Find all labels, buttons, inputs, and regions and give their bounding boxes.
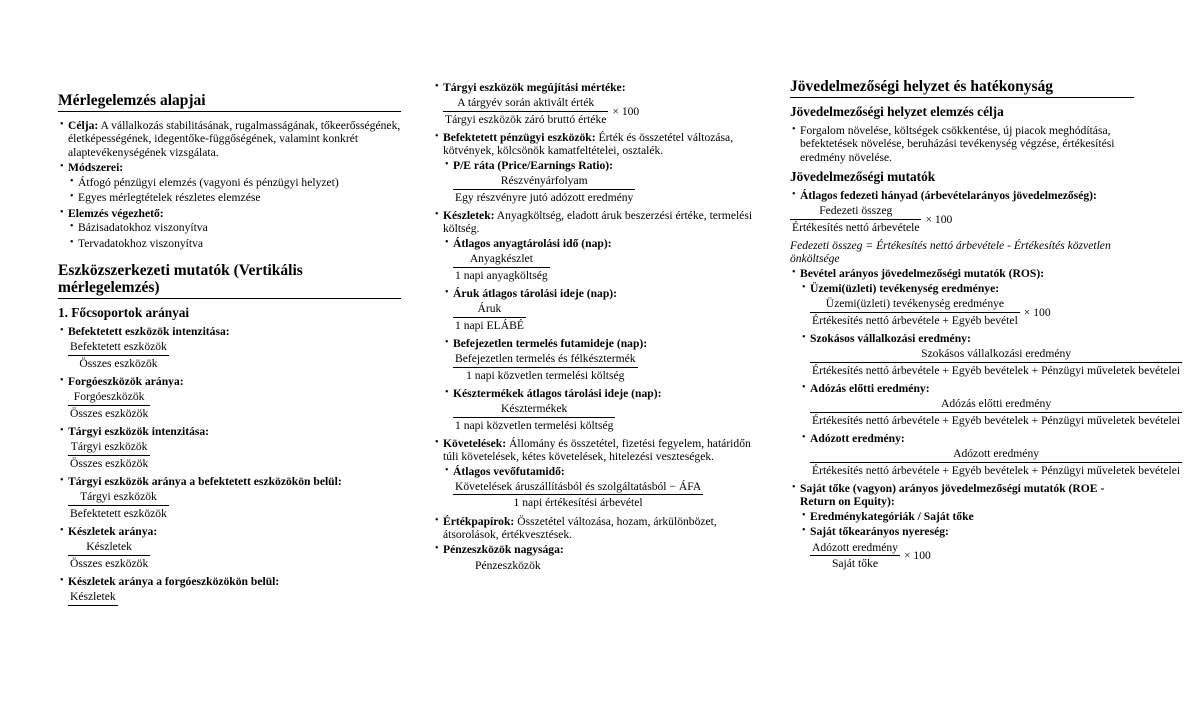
numerator: Részvényárfolyam	[453, 174, 635, 189]
list-item-cash	[433, 543, 768, 574]
list-item-wrapper	[433, 81, 768, 128]
fraction	[810, 397, 1182, 428]
ratio-item	[800, 525, 1134, 572]
column-balance-basics	[58, 92, 401, 718]
denominator: 1 napi közvetlen termelési költség	[455, 418, 614, 432]
ratio-label: Befejezetlen termelés futamideje (nap):	[453, 336, 648, 350]
ratio-item	[800, 282, 1134, 329]
ratio-label: Adózás előtti eredmény:	[810, 381, 930, 395]
list-item-financial-assets	[433, 131, 768, 206]
numerator: Pénzeszközök	[475, 558, 541, 572]
fraction	[453, 352, 638, 383]
denominator: 1 napi értékesítési árbevétel	[513, 496, 643, 510]
subsection-title-indicators: Jövedelmezőségi mutatók	[790, 168, 936, 184]
fraction	[810, 541, 900, 572]
item-text: Anyagköltség, eladott áruk beszerzési értéke, termelési költség.	[443, 208, 753, 236]
numerator: Adózás előtti eredmény	[810, 397, 1182, 412]
item-label: Értékpapírok:	[443, 514, 515, 528]
item-text: Állomány és összetétel, fizetési fegyelem, határidőn túli követelések, kétes követelések, hitelezési veszteségek.	[443, 436, 751, 464]
ratio-item	[443, 237, 768, 284]
fraction	[68, 390, 150, 421]
ratio-item	[443, 337, 768, 384]
item-text: Összetétel változása, hozam, árkülönbözet, átsorolások, értékvesztések.	[443, 514, 717, 541]
ratio-item	[443, 287, 768, 334]
denominator: Értékesítés nettó árbevétele + Egyéb bevételek + Pénzügyi műveletek bevételei	[812, 413, 1181, 427]
list-item	[800, 510, 1134, 523]
numerator: Késztermékek	[453, 402, 615, 417]
list-item: • Egyes mérlegtételek részletes elemzése	[68, 191, 401, 204]
cel-label: Célja:	[68, 119, 99, 133]
item-label: Követelések:	[443, 436, 507, 450]
list-item-roe	[790, 482, 1134, 572]
ratio-label: Átlagos anyagtárolási idő (nap):	[453, 236, 612, 250]
item-text: Érték és összetétel változása, kötvények, kölcsönök kamatfeltételei, osztalék.	[443, 130, 734, 158]
column-asset-details	[433, 80, 768, 706]
numerator: A tárgyév során aktivált érték	[443, 96, 608, 111]
ratio-item	[800, 431, 1181, 479]
ratio-label: Tárgyi eszközök megújítási mértéke:	[443, 81, 626, 94]
numerator: Adózott eredmény	[810, 447, 1182, 462]
denominator: Értékesítés nettó árbevétele + Egyéb bevételek + Pénzügyi műveletek bevételei	[812, 363, 1181, 377]
ratio-item	[443, 387, 768, 434]
ratio-label: Készletek aránya a forgóeszközökön belül:	[68, 574, 280, 588]
item-label: Bevétel arányos jövedelmezőségi mutatók (ROS):	[800, 267, 1045, 281]
fraction	[68, 490, 169, 521]
denominator: Összes eszközök	[70, 406, 149, 420]
ratio-label: Tárgyi eszközök intenzitása:	[68, 424, 210, 438]
ratio-label: Áruk átlagos tárolási ideje (nap):	[453, 286, 618, 300]
subsection-title-main-groups: 1. Főcsoportok arányai	[58, 305, 190, 321]
fraction	[68, 340, 169, 371]
ratio-label: Adózott eredmény:	[810, 431, 905, 445]
denominator: 1 napi anyagköltség	[455, 268, 548, 282]
denominator: Összes eszközök	[70, 456, 149, 470]
denominator: Értékesítés nettó árbevétele + Egyéb bevétel	[812, 313, 1018, 327]
numerator: Tárgyi eszközök	[68, 440, 150, 455]
ratio-label: Üzemi(üzleti) tevékenység eredménye:	[810, 281, 1000, 295]
denominator: Tárgyi eszközök záró bruttó értéke	[445, 112, 607, 126]
list-item-cel	[58, 119, 401, 159]
denominator: Értékesítés nettó árbevétele + Egyéb bevételek + Pénzügyi műveletek bevételei	[812, 463, 1181, 477]
ratio-label: Saját tőkearányos nyereség:	[810, 525, 949, 539]
ratio-item	[58, 575, 401, 607]
cel-text: A vállalkozás stabilitásának, rugalmasságának, tőkeerősségének, életképességének, idegentőke-függőségének, valamint konkrét alaptevékenységének vizsgálata.	[68, 119, 401, 159]
fraction	[68, 590, 118, 605]
ratio-item	[58, 325, 401, 372]
ratio-item-renewal	[433, 81, 768, 128]
list-item-vegezheto	[58, 207, 401, 250]
section-title-asset-structure: Eszközszerkezeti mutatók (Vertikális mérlegelemzés)	[58, 262, 401, 299]
denominator: Összes eszközök	[70, 556, 149, 570]
fraction	[68, 540, 150, 571]
numerator: Szokásos vállalkozási eredmény	[810, 347, 1182, 362]
fraction	[453, 174, 635, 205]
ratio-item	[800, 381, 1181, 429]
times-100: × 100	[925, 212, 953, 226]
ratio-item	[58, 425, 401, 472]
numerator: Készletek	[68, 540, 150, 555]
fraction	[453, 402, 615, 433]
ratio-label: Tárgyi eszközök aránya a befektetett eszközökön belül:	[68, 474, 342, 488]
numerator: Követelések áruszállításból és szolgáltatásból − ÁFA	[453, 480, 703, 495]
denominator: 1 napi ELÁBÉ	[455, 318, 524, 332]
indicator-list	[790, 188, 1181, 573]
asset-detail-list	[433, 81, 768, 574]
times-100: × 100	[903, 549, 931, 563]
fraction	[68, 440, 150, 471]
numerator: Készletek	[68, 590, 118, 605]
numerator: Befejezetlen termelés és félkésztermék	[453, 352, 638, 367]
ratio-label: Késztermékek átlagos tárolási ideje (nap):	[453, 386, 662, 400]
formula-note: Fedezeti összeg = Értékesítés nettó árbevétele - Értékesítés közvetlen önköltsége	[790, 238, 1111, 266]
fraction	[473, 559, 543, 573]
item-label: Saját tőke (vagyon) arányos jövedelmezőségi mutatók (ROE - Return on Equity):	[800, 481, 1105, 509]
times-100: × 100	[612, 105, 640, 118]
ratio-item	[58, 525, 401, 572]
denominator: Egy részvényre jutó adózott eredmény	[455, 190, 634, 204]
denominator: 1 napi közvetlen termelési költség	[466, 368, 625, 382]
item-label: Befektetett pénzügyi eszközök:	[443, 130, 596, 144]
numerator: Befektetett eszközök	[68, 340, 169, 355]
goal-list	[790, 124, 1134, 164]
fraction	[443, 96, 608, 127]
list-item-securities	[433, 515, 768, 542]
ratio-label: Átlagos fedezeti hányad (árbevételarányos jövedelmezőség):	[800, 188, 1097, 202]
ratio-item	[58, 475, 401, 522]
ratio-label: Átlagos vevőfutamidő:	[453, 464, 565, 478]
list-item: • Átfogó pénzügyi elemzés (vagyoni és pénzügyi helyzet)	[68, 176, 401, 189]
denominator: Értékesítés nettó árbevétele	[792, 220, 920, 234]
numerator: Fedezeti összeg	[790, 204, 921, 219]
ratio-item-dso	[443, 465, 768, 512]
fraction	[453, 252, 550, 283]
fraction	[790, 204, 921, 235]
list-item: • Bázisadatokhoz viszonyítva	[68, 221, 401, 234]
modszerei-label: Módszerei:	[68, 161, 124, 175]
section-title-balance: Mérlegelemzés alapjai	[58, 92, 401, 112]
list-item: • Forgalom növelése, költségek csökkentése, új piacok meghódítása, befektetések növelése, beruházási tevékenység végzése, értékesítési eredmény növelése.	[790, 124, 1134, 164]
numerator: Adózott eredmény	[810, 541, 900, 556]
fraction	[810, 297, 1020, 328]
fraction	[810, 347, 1182, 378]
item-label: Eredménykategóriák / Saját tőke	[810, 509, 974, 523]
balance-list	[58, 119, 401, 250]
fraction	[810, 447, 1182, 478]
numerator: Tárgyi eszközök	[68, 490, 169, 505]
numerator: Anyagkészlet	[453, 252, 550, 267]
numerator: Áruk	[453, 302, 526, 317]
times-100: × 100	[1023, 305, 1051, 319]
ratio-label: P/E ráta (Price/Earnings Ratio):	[453, 158, 614, 172]
ratio-item	[58, 375, 401, 422]
numerator: Üzemi(üzleti) tevékenység eredménye	[810, 297, 1020, 312]
ratio-item-margin	[790, 189, 1134, 266]
list-item: • Tervadatokhoz viszonyítva	[68, 237, 401, 250]
fraction	[453, 480, 703, 511]
list-item-modszerei	[58, 161, 401, 204]
asset-ratio-list	[58, 325, 401, 607]
ratio-label: Befektetett eszközök intenzitása:	[68, 324, 230, 338]
ratio-item-pe	[443, 159, 768, 206]
list-item-ros	[790, 267, 1181, 478]
ratio-item	[800, 331, 1181, 379]
item-label: Készletek:	[443, 208, 495, 222]
list-item-inventory	[433, 209, 768, 434]
item-label: Pénzeszközök nagysága:	[443, 543, 564, 557]
list-item-receivables	[433, 437, 768, 512]
section-title-profitability: Jövedelmezőségi helyzet és hatékonyság	[790, 78, 1134, 98]
vegezheto-label: Elemzés végezhető:	[68, 206, 164, 220]
subsection-title-goal: Jövedelmezőségi helyzet elemzés célja	[790, 104, 1004, 120]
ratio-label: Szokásos vállalkozási eredmény:	[810, 331, 971, 345]
column-profitability	[790, 78, 1181, 704]
fraction	[453, 302, 526, 333]
ratio-label: Készletek aránya:	[68, 524, 158, 538]
numerator: Forgóeszközök	[68, 390, 150, 405]
denominator: Saját tőke	[831, 557, 878, 571]
denominator: Összes eszközök	[79, 356, 158, 370]
denominator: Befektetett eszközök	[70, 506, 167, 520]
ratio-label: Forgóeszközök aránya:	[68, 374, 184, 388]
